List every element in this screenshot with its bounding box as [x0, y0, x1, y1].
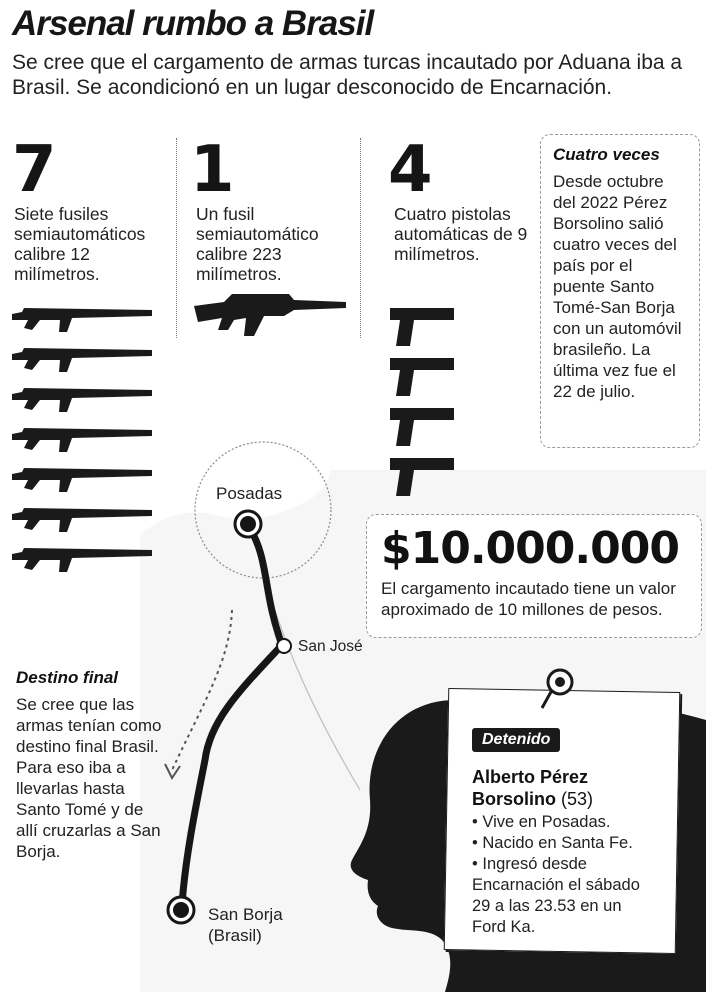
cuatro-veces-title: Cuatro veces: [553, 145, 660, 164]
detenido-fact: • Vive en Posadas.: [472, 813, 611, 831]
detenido-fact: • Nacido en Santa Fe.: [472, 834, 633, 852]
valor-box: [366, 514, 702, 638]
label-brasil: (Brasil): [208, 926, 262, 945]
shotgun-icon: [12, 468, 152, 492]
destino-final-body: Se cree que las armas tenían como destino final Brasil. Para eso iba a llevarlas hasta Santo Tomé y de allí cruzarlas a San Borja.: [16, 695, 162, 861]
stat-number-4: 4: [388, 133, 433, 207]
shotgun-icon: [12, 508, 152, 532]
shotgun-icon: [12, 548, 152, 572]
stat-number-7: 7: [12, 133, 57, 207]
cuatro-veces-box: [540, 134, 700, 448]
detenido-badge: Detenido: [472, 728, 560, 752]
shotgun-icon: [12, 308, 152, 332]
valor-text: El cargamento incautado tiene un valor aproximado de 10 millones de pesos.: [381, 579, 676, 619]
pistol-icon: [390, 358, 454, 396]
detenido-fact: • Ingresó desde Encarnación el sábado 29 a las 23.53 en un Ford Ka.: [472, 855, 640, 936]
pistol-icon: [390, 408, 454, 446]
shotgun-icon-group: [12, 308, 162, 588]
label-san-borja: San Borja: [208, 905, 283, 924]
subheadline: Se cree que el cargamento de armas turcas incautado por Aduana iba a Brasil. Se acondicionó en un lugar desconocido de Encarnación.: [12, 51, 683, 99]
cuatro-veces-body: Desde octubre del 2022 Pérez Borsolino salió cuatro veces del país por el puente Santo Tomé-San Borja con un automóvil brasileño. La última vez fue el 22 de julio.: [553, 172, 682, 401]
detenido-surname: Borsolino: [472, 789, 556, 809]
pistol-icon: [390, 308, 454, 346]
destino-final-title: Destino final: [16, 668, 119, 687]
detenido-name-line1: Alberto Pérez: [472, 767, 589, 787]
column-divider: [360, 138, 361, 338]
rifle-icon: [194, 292, 349, 342]
pistol-icon-group: [390, 306, 460, 496]
pushpin-icon: [538, 668, 578, 714]
shotgun-icon: [12, 388, 152, 412]
label-posadas: Posadas: [216, 484, 283, 503]
headline: Arsenal rumbo a Brasil: [12, 4, 374, 43]
pistol-icon: [390, 458, 454, 496]
stat-text-1: Un fusil semiautomático calibre 223 milímetros.: [196, 204, 319, 284]
stat-text-7: Siete fusiles semiautomáticos calibre 12 milímetros.: [14, 204, 146, 284]
shotgun-icon: [12, 348, 152, 372]
shotgun-icon: [12, 428, 152, 452]
column-divider: [176, 138, 177, 338]
valor-amount: $10.000.000: [381, 523, 679, 574]
san-jose-marker: [277, 639, 291, 653]
stat-text-4: Cuatro pistolas automáticas de 9 milímetros.: [394, 204, 528, 264]
detenido-age: (53): [561, 789, 594, 809]
label-san-jose: San José: [298, 638, 363, 655]
detenido-name-line2: [472, 788, 593, 810]
stat-number-1: 1: [190, 133, 235, 207]
